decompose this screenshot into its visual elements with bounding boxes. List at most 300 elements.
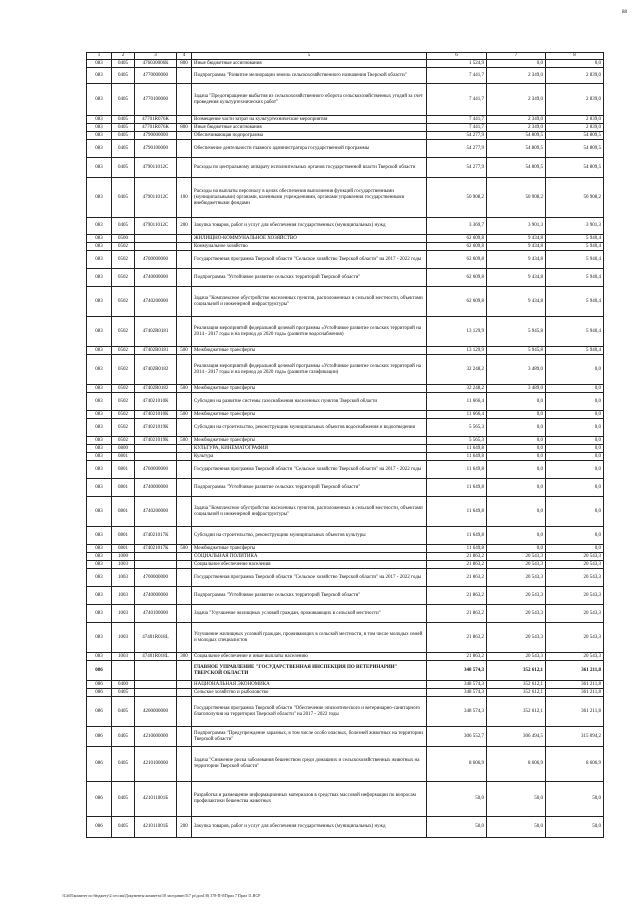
amount-col6-cell: 62 609,8: [427, 243, 487, 251]
amount-col7-cell: 0,0: [487, 527, 546, 545]
code-admin-cell: 083: [87, 553, 112, 561]
amount-col7-cell: 2 349,0: [487, 124, 546, 132]
amount-col8-cell: 361 211,8: [546, 697, 604, 727]
description-cell: Подпрограмма "Устойчивое развитие сельских территорий Тверской области": [192, 587, 427, 605]
section-code-cell: 0502: [112, 419, 135, 437]
amount-col6-cell: 32 248,2: [427, 355, 487, 385]
code-admin-cell: 086: [87, 727, 112, 747]
target-code-cell: [135, 445, 177, 453]
amount-col8-cell: 361 211,8: [546, 689, 604, 697]
section-code-cell: 0502: [112, 243, 135, 251]
code-admin-cell: 083: [87, 218, 112, 235]
amount-col8-cell: 0,0: [546, 497, 604, 527]
description-cell: Обеспечивающая подпрограмма: [192, 132, 427, 140]
table-row: [87, 527, 604, 545]
target-code-cell: 479011012С: [135, 218, 177, 235]
expense-type-cell: [177, 569, 192, 587]
description-cell: КУЛЬТУРА, КИНЕМАТОГРАФИЯ: [192, 445, 427, 453]
table-row: [87, 385, 604, 393]
description-cell: Обеспечение деятельности главного администратора государственной программы: [192, 140, 427, 158]
amount-col8-cell: 50 908,2: [546, 178, 604, 218]
section-code-cell: 0405: [112, 727, 135, 747]
code-admin-cell: 083: [87, 605, 112, 623]
amount-col7-cell: 2 349,0: [487, 84, 546, 116]
expense-type-cell: [177, 419, 192, 437]
section-code-cell: 0405: [112, 140, 135, 158]
section-code-cell: [112, 661, 135, 681]
table-row: [87, 84, 604, 116]
expense-type-cell: [177, 727, 192, 747]
section-code-cell: 0502: [112, 251, 135, 269]
amount-col7-cell: 0,0: [487, 437, 546, 445]
description-cell: ГЛАВНОЕ УПРАВЛЕНИЕ "ГОСУДАРСТВЕННАЯ ИНСПЕКЦИЯ ПО ВЕТЕРИНАРИИ" ТВЕРСКОЙ ОБЛАСТИ: [192, 661, 427, 681]
amount-col8-cell: 20 543,3: [546, 623, 604, 653]
expense-type-cell: [177, 445, 192, 453]
section-code-cell: 0502: [112, 393, 135, 411]
amount-col7-cell: 9 434,8: [487, 287, 546, 317]
description-cell: Расходы по центральному аппарату исполнительных органов государственной власти Тверской области: [192, 158, 427, 178]
description-cell: Задача "Улучшение жилищных условий граждан, проживающих в сельской местности": [192, 605, 427, 623]
amount-col6-cell: 11 649,8: [427, 453, 487, 461]
amount-col7-cell: 20 543,3: [487, 561, 546, 569]
amount-col8-cell: 2 839,0: [546, 68, 604, 84]
target-code-cell: [135, 235, 177, 243]
code-admin-cell: 083: [87, 453, 112, 461]
target-code-cell: 4740000000: [135, 587, 177, 605]
table-row: [87, 317, 604, 347]
code-admin-cell: 083: [87, 419, 112, 437]
expense-type-cell: 500: [177, 411, 192, 419]
table-row: [87, 437, 604, 445]
expense-type-cell: [177, 158, 192, 178]
section-code-cell: 0405: [112, 158, 135, 178]
expense-type-cell: 100: [177, 178, 192, 218]
code-admin-cell: 083: [87, 68, 112, 84]
table-row: [87, 218, 604, 235]
section-code-cell: 0801: [112, 453, 135, 461]
section-code-cell: 0801: [112, 545, 135, 553]
amount-col6-cell: 54 277,9: [427, 132, 487, 140]
target-code-cell: 4740200000: [135, 287, 177, 317]
amount-col8-cell: 2 839,0: [546, 124, 604, 132]
description-cell: Субсидии на строительство, реконструкцию муниципальных объектов водоснабжения и водоотведения: [192, 419, 427, 437]
description-cell: Государственная программа Тверской области "Сельское хозяйство Тверской области" на 2017 - 2022 годы: [192, 251, 427, 269]
section-code-cell: 0405: [112, 84, 135, 116]
description-cell: Задача "Снижение риска заболевания бешенством среди домашних и сельскохозяйственных животных на территории Тверской области": [192, 747, 427, 782]
description-cell: НАЦИОНАЛЬНАЯ ЭКОНОМИКА: [192, 681, 427, 689]
code-admin-cell: 083: [87, 385, 112, 393]
amount-col7-cell: 8 606,9: [487, 747, 546, 782]
expense-type-cell: [177, 84, 192, 116]
description-cell: Возмещение части затрат на культуртехнические мероприятия: [192, 116, 427, 124]
description-cell: Государственная программа Тверской области "Сельское хозяйство Тверской области" на 2017 - 2022 годы: [192, 461, 427, 479]
amount-col7-cell: 0,0: [487, 453, 546, 461]
amount-col7-cell: 3 489,0: [487, 385, 546, 393]
code-admin-cell: 083: [87, 393, 112, 411]
amount-col7-cell: 5 945,8: [487, 347, 546, 355]
table-row: [87, 681, 604, 689]
expense-type-cell: [177, 527, 192, 545]
amount-col8-cell: 0,0: [546, 437, 604, 445]
amount-col6-cell: 7 441,7: [427, 68, 487, 84]
target-code-cell: 479011012С: [135, 178, 177, 218]
description-cell: Задача "Комплексное обустройство населенных пунктов, расположенных в сельской местности, объектами социальной и инженерной инфраструктуры": [192, 287, 427, 317]
expense-type-cell: [177, 269, 192, 287]
table-row: [87, 60, 604, 68]
amount-col6-cell: 21 863,2: [427, 553, 487, 561]
amount-col6-cell: 348 574,3: [427, 681, 487, 689]
section-code-cell: 1003: [112, 623, 135, 653]
section-code-cell: 0502: [112, 355, 135, 385]
code-admin-cell: 083: [87, 124, 112, 132]
amount-col8-cell: 0,0: [546, 545, 604, 553]
budget-table: [86, 52, 604, 838]
expense-type-cell: [177, 287, 192, 317]
amount-col6-cell: 11 666,4: [427, 411, 487, 419]
code-admin-cell: 083: [87, 243, 112, 251]
expense-type-cell: [177, 132, 192, 140]
code-admin-cell: 083: [87, 623, 112, 653]
target-code-cell: [135, 561, 177, 569]
table-row: [87, 553, 604, 561]
expense-type-cell: [177, 235, 192, 243]
amount-col8-cell: 361 211,8: [546, 681, 604, 689]
code-admin-cell: 083: [87, 116, 112, 124]
code-admin-cell: 086: [87, 782, 112, 817]
table-row: [87, 697, 604, 727]
table-row: [87, 132, 604, 140]
section-code-cell: 1003: [112, 569, 135, 587]
amount-col6-cell: 50,0: [427, 782, 487, 817]
code-admin-cell: 083: [87, 251, 112, 269]
section-code-cell: 0405: [112, 116, 135, 124]
section-code-cell: 0801: [112, 479, 135, 497]
amount-col8-cell: 5 940,4: [546, 269, 604, 287]
amount-col6-cell: 11 649,8: [427, 497, 487, 527]
section-code-cell: 0400: [112, 681, 135, 689]
amount-col6-cell: 7 441,7: [427, 124, 487, 132]
amount-col7-cell: 54 809,5: [487, 140, 546, 158]
section-code-cell: 0801: [112, 497, 135, 527]
amount-col8-cell: 5 940,4: [546, 235, 604, 243]
code-admin-cell: 083: [87, 445, 112, 453]
section-code-cell: 0405: [112, 68, 135, 84]
table-row: [87, 68, 604, 84]
amount-col8-cell: 20 543,3: [546, 561, 604, 569]
target-code-cell: [135, 553, 177, 561]
amount-col6-cell: 8 606,9: [427, 747, 487, 782]
amount-col6-cell: 21 863,2: [427, 623, 487, 653]
header-cell: 3: [135, 53, 177, 60]
amount-col7-cell: 50 908,2: [487, 178, 546, 218]
amount-col8-cell: 0,0: [546, 411, 604, 419]
section-code-cell: 0405: [112, 817, 135, 838]
expense-type-cell: [177, 782, 192, 817]
amount-col8-cell: 20 543,3: [546, 605, 604, 623]
target-code-cell: 4210100000: [135, 747, 177, 782]
table-row: [87, 393, 604, 411]
amount-col6-cell: 21 863,2: [427, 561, 487, 569]
section-code-cell: 0502: [112, 317, 135, 347]
expense-type-cell: [177, 461, 192, 479]
expense-type-cell: 500: [177, 347, 192, 355]
expense-type-cell: [177, 587, 192, 605]
section-code-cell: 0801: [112, 527, 135, 545]
amount-col8-cell: 2 839,0: [546, 116, 604, 124]
amount-col6-cell: 13 129,9: [427, 347, 487, 355]
code-admin-cell: 086: [87, 689, 112, 697]
amount-col8-cell: 0,0: [546, 527, 604, 545]
expense-type-cell: [177, 68, 192, 84]
amount-col7-cell: 2 349,0: [487, 68, 546, 84]
amount-col6-cell: 348 574,3: [427, 697, 487, 727]
expense-type-cell: [177, 251, 192, 269]
section-code-cell: 1003: [112, 653, 135, 661]
description-cell: СОЦИАЛЬНАЯ ПОЛИТИКА: [192, 553, 427, 561]
header-row: [87, 53, 604, 60]
amount-col6-cell: 50 908,2: [427, 178, 487, 218]
amount-col7-cell: 0,0: [487, 497, 546, 527]
table-row: [87, 587, 604, 605]
expense-type-cell: [177, 317, 192, 347]
section-code-cell: 0405: [112, 60, 135, 68]
header-cell: 1: [87, 53, 112, 60]
target-code-cell: 421011001Б: [135, 817, 177, 838]
section-code-cell: 0405: [112, 178, 135, 218]
code-admin-cell: 086: [87, 681, 112, 689]
table-row: [87, 623, 604, 653]
section-code-cell: 0502: [112, 385, 135, 393]
table-row: [87, 561, 604, 569]
amount-col7-cell: 352 612,1: [487, 661, 546, 681]
target-code-cell: [135, 681, 177, 689]
amount-col7-cell: 20 543,3: [487, 623, 546, 653]
table-row: [87, 445, 604, 453]
target-code-cell: 47402R0182: [135, 355, 177, 385]
expense-type-cell: 800: [177, 124, 192, 132]
description-cell: Подпрограмма "Предупреждение заразных, в том числе особо опасных, болезней животных на территории Тверской области": [192, 727, 427, 747]
code-admin-cell: 083: [87, 479, 112, 497]
amount-col7-cell: 50,0: [487, 782, 546, 817]
target-code-cell: 47701R076К: [135, 124, 177, 132]
table-row: [87, 287, 604, 317]
amount-col7-cell: 2 349,0: [487, 116, 546, 124]
expense-type-cell: [177, 243, 192, 251]
amount-col6-cell: 11 649,8: [427, 527, 487, 545]
amount-col7-cell: 20 543,3: [487, 605, 546, 623]
target-code-cell: 474021019К: [135, 419, 177, 437]
target-code-cell: 4740000000: [135, 479, 177, 497]
table-row: [87, 251, 604, 269]
target-code-cell: 47402R0181: [135, 317, 177, 347]
amount-col8-cell: 0,0: [546, 385, 604, 393]
amount-col8-cell: 315 094,2: [546, 727, 604, 747]
table-row: [87, 124, 604, 132]
description-cell: Культура: [192, 453, 427, 461]
target-code-cell: 47701R076К: [135, 116, 177, 124]
target-code-cell: 474021017К: [135, 527, 177, 545]
expense-type-cell: [177, 497, 192, 527]
amount-col8-cell: 20 543,3: [546, 587, 604, 605]
target-code-cell: 4770000000: [135, 68, 177, 84]
amount-col7-cell: 54 809,5: [487, 132, 546, 140]
amount-col6-cell: 11 649,8: [427, 445, 487, 453]
description-cell: Межбюджетные трансферты: [192, 411, 427, 419]
description-cell: Межбюджетные трансферты: [192, 545, 427, 553]
amount-col6-cell: 11 649,8: [427, 461, 487, 479]
target-code-cell: [135, 689, 177, 697]
code-admin-cell: 083: [87, 140, 112, 158]
amount-col8-cell: 20 543,3: [546, 653, 604, 661]
amount-col7-cell: 352 612,1: [487, 681, 546, 689]
amount-col8-cell: 5 940,4: [546, 243, 604, 251]
target-code-cell: 4740200000: [135, 497, 177, 527]
amount-col6-cell: 11 649,8: [427, 545, 487, 553]
amount-col7-cell: 0,0: [487, 411, 546, 419]
target-code-cell: 4790000000: [135, 132, 177, 140]
header-cell: 7: [487, 53, 546, 60]
section-code-cell: 0502: [112, 437, 135, 445]
header-cell: 6: [427, 53, 487, 60]
table-row: [87, 140, 604, 158]
description-cell: Задача "Предотвращение выбытия из сельскохозяйственного оборота сельскохозяйственных угодий за счет проведения культуртехнических работ": [192, 84, 427, 116]
expense-type-cell: [177, 553, 192, 561]
section-code-cell: 1000: [112, 553, 135, 561]
code-admin-cell: 083: [87, 132, 112, 140]
table-row: [87, 269, 604, 287]
description-cell: Улучшение жилищных условий граждан, проживающих в сельской местности, в том числе молодых семей и молодых специалистов: [192, 623, 427, 653]
expense-type-cell: [177, 479, 192, 497]
target-code-cell: 47402R0182: [135, 385, 177, 393]
code-admin-cell: 086: [87, 817, 112, 838]
amount-col6-cell: 5 565,3: [427, 419, 487, 437]
amount-col8-cell: 50,0: [546, 817, 604, 838]
expense-type-cell: [177, 623, 192, 653]
code-admin-cell: 083: [87, 437, 112, 445]
target-code-cell: 4740000000: [135, 269, 177, 287]
table-row: [87, 347, 604, 355]
expense-type-cell: [177, 681, 192, 689]
amount-col7-cell: 0,0: [487, 545, 546, 553]
amount-col6-cell: 54 277,9: [427, 158, 487, 178]
amount-col6-cell: 21 863,2: [427, 653, 487, 661]
expense-type-cell: 200: [177, 817, 192, 838]
amount-col6-cell: 54 277,9: [427, 140, 487, 158]
code-admin-cell: 083: [87, 587, 112, 605]
amount-col7-cell: 20 543,3: [487, 569, 546, 587]
amount-col7-cell: 0,0: [487, 461, 546, 479]
header-cell: 5: [192, 53, 427, 60]
footer-file-path: \\Lb03\комитет по бюджету\2 сессия\Документы комитета\18 заседание\317 рз\доп1\8) 378-П-0\Прил 7 Прил 11.RCP: [62, 893, 261, 898]
header-cell: 4: [177, 53, 192, 60]
amount-col8-cell: 50,0: [546, 782, 604, 817]
section-code-cell: 0405: [112, 747, 135, 782]
code-admin-cell: 086: [87, 661, 112, 681]
amount-col8-cell: 5 940,4: [546, 317, 604, 347]
amount-col8-cell: 0,0: [546, 60, 604, 68]
target-code-cell: 4700000000: [135, 569, 177, 587]
expense-type-cell: 300: [177, 653, 192, 661]
amount-col7-cell: 9 434,8: [487, 269, 546, 287]
code-admin-cell: 083: [87, 235, 112, 243]
amount-col6-cell: 11 666,4: [427, 393, 487, 411]
table-row: [87, 461, 604, 479]
table-row: [87, 243, 604, 251]
amount-col8-cell: 0,0: [546, 479, 604, 497]
amount-col6-cell: 348 574,3: [427, 689, 487, 697]
expense-type-cell: [177, 393, 192, 411]
target-code-cell: 474021017К: [135, 545, 177, 553]
description-cell: Государственная программа Тверской области "Сельское хозяйство Тверской области" на 2017 - 2022 годы: [192, 569, 427, 587]
table-row: [87, 355, 604, 385]
page-number: 88: [622, 10, 627, 15]
expense-type-cell: [177, 605, 192, 623]
code-admin-cell: 083: [87, 84, 112, 116]
code-admin-cell: 083: [87, 269, 112, 287]
section-code-cell: 0405: [112, 782, 135, 817]
code-admin-cell: 083: [87, 347, 112, 355]
amount-col8-cell: 5 940,4: [546, 347, 604, 355]
amount-col6-cell: 21 863,2: [427, 569, 487, 587]
code-admin-cell: 083: [87, 317, 112, 347]
section-code-cell: 0405: [112, 697, 135, 727]
target-code-cell: 474021010К: [135, 411, 177, 419]
target-code-cell: 4790100000: [135, 140, 177, 158]
amount-col7-cell: 5 945,8: [487, 317, 546, 347]
table-row: [87, 782, 604, 817]
section-code-cell: 0502: [112, 287, 135, 317]
code-admin-cell: 083: [87, 411, 112, 419]
amount-col7-cell: 0,0: [487, 393, 546, 411]
expense-type-cell: 500: [177, 385, 192, 393]
table-row: [87, 453, 604, 461]
amount-col7-cell: 352 612,1: [487, 689, 546, 697]
amount-col8-cell: 3 901,3: [546, 218, 604, 235]
expense-type-cell: 200: [177, 218, 192, 235]
table-row: [87, 419, 604, 437]
section-code-cell: 0405: [112, 218, 135, 235]
amount-col6-cell: 32 248,2: [427, 385, 487, 393]
amount-col8-cell: 54 809,5: [546, 132, 604, 140]
amount-col6-cell: 13 129,9: [427, 317, 487, 347]
expense-type-cell: [177, 747, 192, 782]
amount-col6-cell: 306 552,7: [427, 727, 487, 747]
table-row: [87, 817, 604, 838]
amount-col8-cell: 0,0: [546, 453, 604, 461]
amount-col7-cell: 0,0: [487, 445, 546, 453]
amount-col7-cell: 20 543,3: [487, 653, 546, 661]
description-cell: Социальное обеспечение и иные выплаты населению: [192, 653, 427, 661]
table-row: [87, 605, 604, 623]
amount-col7-cell: 0,0: [487, 419, 546, 437]
amount-col6-cell: 62 609,8: [427, 269, 487, 287]
amount-col7-cell: 54 809,5: [487, 158, 546, 178]
amount-col7-cell: 9 434,8: [487, 243, 546, 251]
amount-col6-cell: 5 565,3: [427, 437, 487, 445]
amount-col8-cell: 20 543,3: [546, 569, 604, 587]
target-code-cell: 47402R0181: [135, 347, 177, 355]
amount-col6-cell: 7 441,7: [427, 84, 487, 116]
amount-col7-cell: 9 434,8: [487, 235, 546, 243]
amount-col6-cell: 62 609,8: [427, 251, 487, 269]
description-cell: Закупка товаров, работ и услуг для обеспечения государственных (муниципальных) нужд: [192, 817, 427, 838]
amount-col6-cell: 21 863,2: [427, 605, 487, 623]
target-code-cell: 421011001Б: [135, 782, 177, 817]
amount-col6-cell: 11 649,8: [427, 479, 487, 497]
description-cell: Сельское хозяйство и рыболовство: [192, 689, 427, 697]
code-admin-cell: 083: [87, 287, 112, 317]
expense-type-cell: [177, 561, 192, 569]
